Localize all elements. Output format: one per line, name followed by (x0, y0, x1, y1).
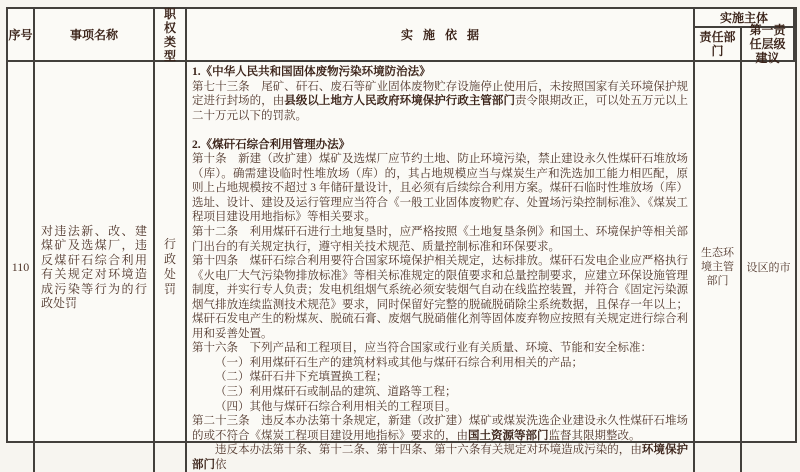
legal-paragraph: 2.《煤矸石综合利用管理办法》 (192, 138, 351, 151)
legal-paragraph: （四）其他与煤矸石综合利用相关的工程项目。 (215, 400, 457, 413)
legal-paragraph: （二）煤矸石井下充填置换工程； (215, 371, 388, 384)
legal-paragraph: 第七十三条 尾矿、矸石、废石等矿业固体废物贮存设施停止使用后，未按照国家有关环境保护规定进行封场的，由县级以上地方人民政府环境保护行政主管部门责令限期改正，可以处五万元以上二十万元以下的罚款。 (192, 80, 689, 122)
header-implementation-subject: 实施主体 (695, 9, 795, 28)
legal-paragraph: 第二十三条 违反本办法第十条规定，新建（改扩建）煤矿或煤炭洗选企业建设永久性煤矸石堆场的或不符合《煤炭工程项目建设用地指标》要求的，由国土资源等部门监督其限期整改。 (192, 415, 688, 442)
legal-paragraph: 1.《中华人民共和国固体废物污染环境防治法》 (192, 66, 431, 78)
legal-paragraph: （一）利用煤矸石生产的建筑材料或其他与煤矸石综合利用相关的产品； (215, 356, 583, 369)
header-responsible-department: 责任部门 (695, 28, 742, 62)
legal-paragraph: （三）利用煤矸石或制品的建筑、道路等工程； (215, 386, 457, 399)
legal-paragraph: 第十四条 煤矸石综合利用要符合国家环境保护相关规定，达标排放。煤矸石发电企业应严格执行《火电厂大气污染物排放标准》等相关标准规定的限值要求和总量控制要求，应建立环保设施管理制度，并实行专人负责；发电机组烟气系统必须安装烟气自动在线监控装置，并符合《固定污染源烟气排放连续监测技术规范》要求，同时保留好完整的脱硫脱硝除尘系统数据，且保存一年以上；煤矸石发电产生的粉煤灰、脱硫石膏、废烟气脱硝催化剂等固体废弃物应按照有关规定进行综合利用和妥善处置。 (192, 255, 688, 340)
legal-paragraph: 第十条 新建（改扩建）煤矿及选煤厂应节约土地、防止环境污染，禁止建设永久性煤矸石堆放场（库）。确需建设临时性堆放场（库）的，其占地规模应当与煤炭生产和洗选加工能力相匹配，原则上占地规模按不超过 3 年储矸量设计，且必须有后续综合利用方案。煤矸石临时性堆放场（库）选址、设计、建设及运行管理应当符合《一般工业固体废物贮存、处置场污染控制标准》、《煤炭工程项目建设用地指标》等相关要求。 (192, 153, 688, 224)
legal-paragraph: 第十六条 下列产品和工程项目，应当符合国家或行业有关质量、环境、节能和安全标准： (192, 342, 652, 355)
header-first-level-suggestion: 第一责任层级建议 (742, 28, 795, 62)
row-authority-type: 行政处罚 (155, 62, 187, 472)
header-item-name: 事项名称 (35, 9, 155, 62)
administrative-powers-table (6, 6, 797, 471)
row-item-name: 对违法新、改、建煤矿及选煤厂，违反煤矸石综合利用有关规定对环境造成污染等行为的行政处罚 (35, 62, 155, 472)
header-implementation-basis: 实施依据 (187, 9, 695, 62)
header-number: 序号 (8, 9, 35, 62)
header-authority-type: 职权类型 (155, 9, 187, 62)
row-implementation-basis (187, 62, 695, 472)
row-number: 110 (8, 62, 35, 472)
row-first-level-suggestion: 设区的市 (746, 262, 791, 275)
legal-paragraph: 第十二条 利用煤矸石进行土地复垦时，应严格按照《土地复垦条例》和国土、环境保护等相关部门出台的有关规定执行，遵守相关技术规范、质量控制标准和环保要求。 (192, 226, 688, 253)
row-responsible-department: 生态环境主管部门 (695, 62, 742, 472)
legal-paragraph: 违反本办法第十条、第十二条、第十四条、第十六条有关规定对环境造成污染的，由环境保护部门依 (192, 444, 689, 471)
